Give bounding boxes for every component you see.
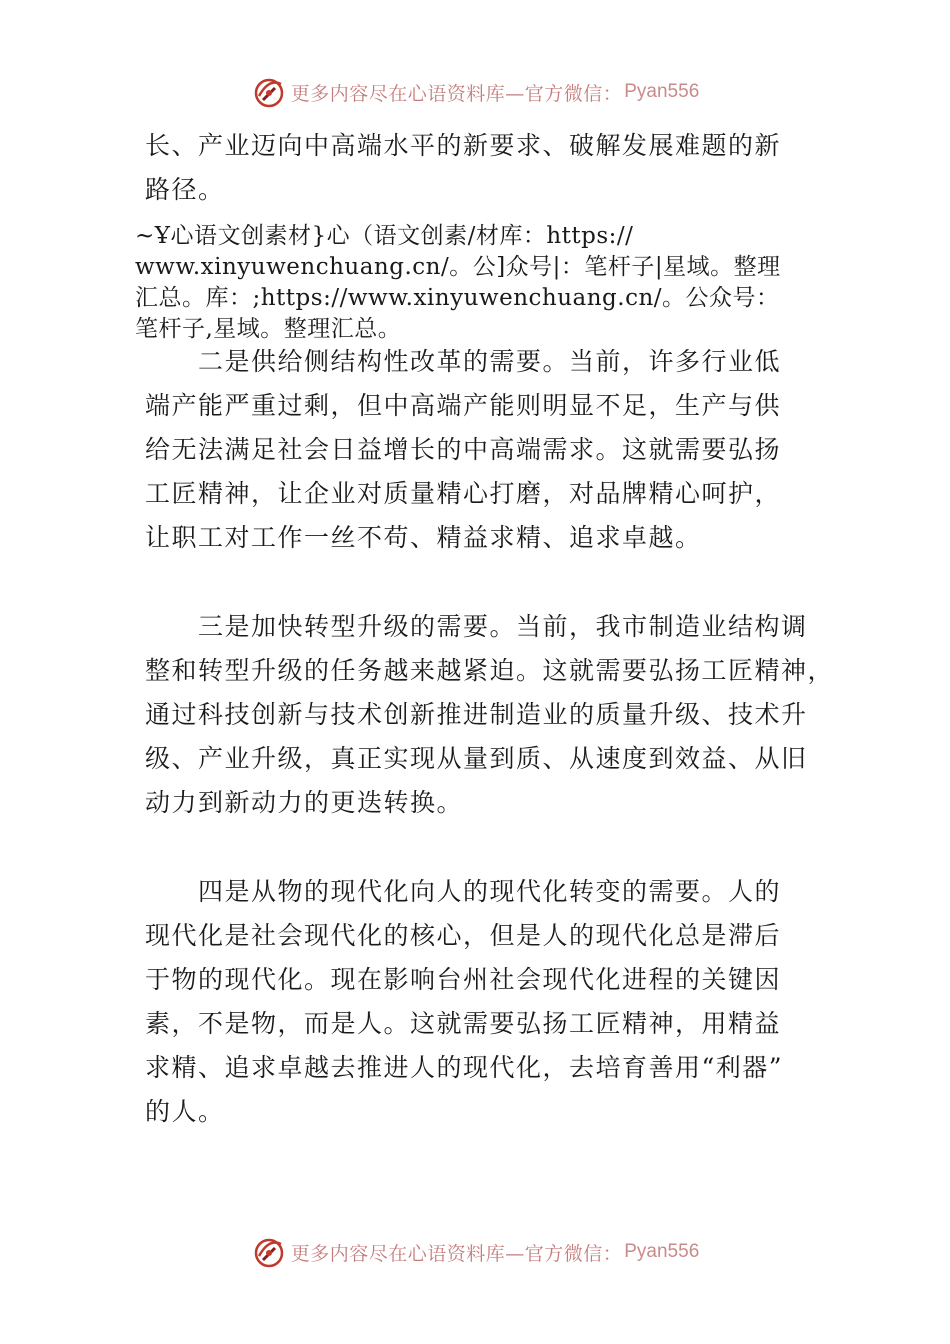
- paragraph-third: 三是加快转型升级的需要。当前，我市制造业结构调 整和转型升级的任务越来越紧迫。这就需要弘扬工匠精神， 通过科技创新与技术创新推进制造业的质量升级、技术升 级、产业升级，真正实现从量到质、从速度到效益、从旧 动力到新动力的更迭转换。: [145, 612, 835, 817]
- watermark-text: ~Ұ心语文创素材}心（语文创素/材库：https:// www.xinyuwenchuang.cn/。公]众号|：笔杆子|星域。整理 汇总。库：;https://www.xinyuwenchuang.cn/。公众号： 笔杆子,星域。整理汇总。: [135, 223, 781, 342]
- footer-banner: [0, 1232, 950, 1272]
- brand-logo-icon: [251, 1234, 287, 1270]
- header-contact-id: Pyan556: [624, 81, 700, 102]
- paragraph-continuation: 长、产业迈向中高端水平的新要求、破解发展难题的新 路径。: [145, 131, 782, 204]
- footer-brand-text: 更多内容尽在心语资料库—官方微信：: [290, 1242, 623, 1265]
- header-banner: [0, 72, 950, 112]
- paragraph-fourth: 四是从物的现代化向人的现代化转变的需要。人的 现代化是社会现代化的核心，但是人的现代化总是滞后 于物的现代化。现在影响台州社会现代化进程的关键因 素，不是物，而是人。这就需要弘扬工匠精神，用精益 求精、追求卓越去推进人的现代化，去培育善用“利器” 的人。: [145, 877, 784, 1126]
- paragraph-second: 二是供给侧结构性改革的需要。当前，许多行业低 端产能严重过剩，但中高端产能则明显不足，生产与供 给无法满足社会日益增长的中高端需求。这就需要弘扬 工匠精神，让企业对质量精心打磨，对品牌精心呵护， 让职工对工作一丝不苟、精益求精、追求卓越。: [145, 347, 782, 552]
- header-brand-text: 更多内容尽在心语资料库—官方微信：: [290, 82, 623, 105]
- footer-contact-id: Pyan556: [624, 1241, 700, 1262]
- brand-logo-icon: [251, 74, 287, 110]
